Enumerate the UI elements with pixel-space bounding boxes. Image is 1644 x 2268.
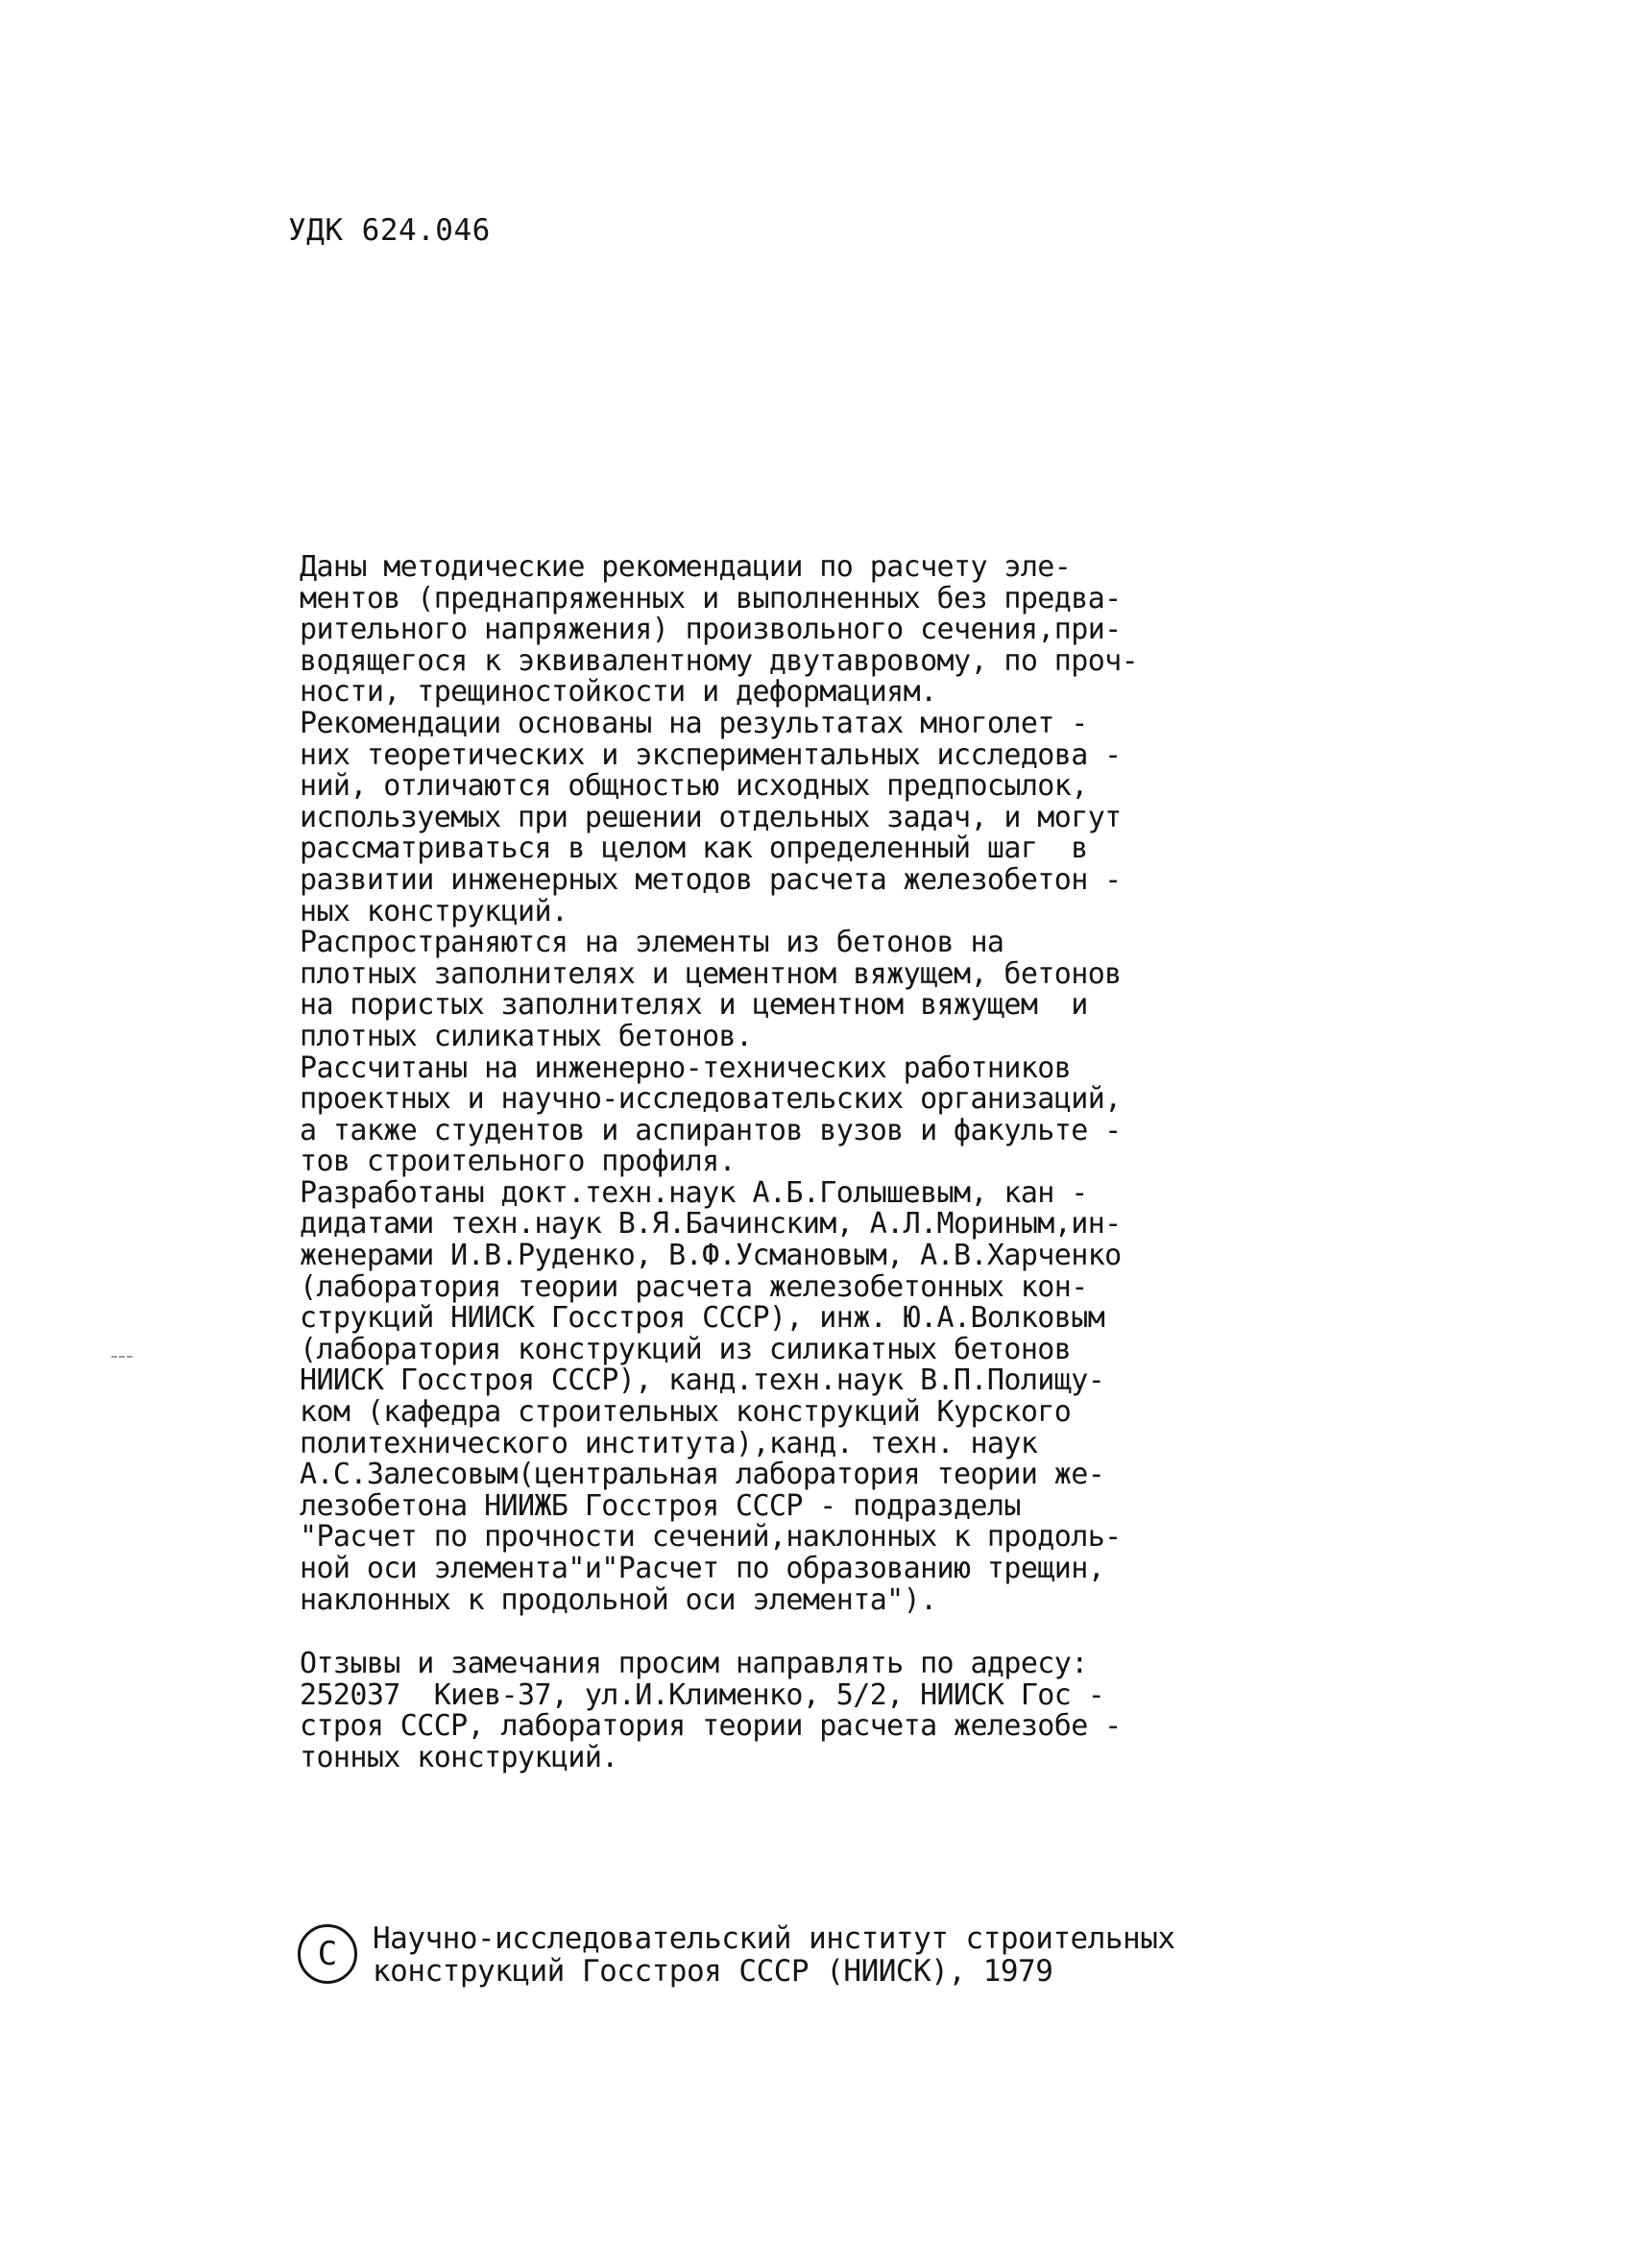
text-line: развитии инженерных методов расчета железобетон - [300, 862, 1122, 897]
text-line: лезобетона НИИЖБ Госстроя СССР - подразделы [300, 1488, 1021, 1523]
text-line: проектных и научно-исследовательских организаций, [300, 1082, 1122, 1117]
text-line: политехнического института),канд. техн. наук [300, 1426, 1038, 1460]
text-line: плотных заполнителях и цементном вяжущем, бетонов [300, 956, 1122, 991]
paragraph-scope [300, 552, 1289, 709]
text-line: Рекомендации основаны на результатах многолет - [300, 706, 1088, 740]
text-line: (лаборатория теории расчета железобетонных кон- [300, 1269, 1088, 1304]
text-line: рассматриваться в целом как определенный шаг в [300, 832, 1088, 866]
text-line: НИИСК Госстроя СССР), канд.техн.наук В.П.Полищу- [300, 1363, 1105, 1398]
text-line: тов строительного профиля. [300, 1145, 736, 1179]
text-line: а также студентов и аспирантов вузов и факульте - [300, 1113, 1122, 1147]
text-line: ных конструкций. [300, 894, 568, 929]
text-line: рительного напряжения) произвольного сечения,при- [300, 613, 1122, 647]
text-line: ности, трещиностойкости и деформациям. [300, 675, 937, 710]
text-line: дидатами техн.наук В.Я.Бачинским, А.Л.Мориным,ин- [300, 1207, 1122, 1242]
text-line: Отзывы и замечания просим направлять по адресу: [300, 1647, 1088, 1681]
paragraph-basis [300, 706, 1289, 929]
text-line: ком (кафедра строительных конструкций Курского [300, 1395, 1072, 1430]
text-line: (лаборатория конструкций из силикатных бетонов [300, 1332, 1072, 1366]
text-line: струкций НИИСК Госстроя СССР), инж. Ю.А.Волковым [300, 1301, 1105, 1336]
paragraph-audience [300, 1050, 1289, 1179]
udc-code: УДК 624.046 [288, 213, 491, 248]
text-line: водящегося к эквивалентному двутавровому, по проч- [300, 643, 1139, 678]
abstract-text [300, 552, 1289, 1774]
text-line: ментов (преднапряженных и выполненных без предва- [300, 581, 1122, 615]
copyright-notice [298, 1922, 1175, 1988]
text-line: ний, отличаются общностью исходных предпосылок, [300, 769, 1088, 804]
text-line: строя СССР, лаборатория теории расчета железобе - [300, 1709, 1122, 1744]
text-line: женерами И.В.Руденко, В.Ф.Усмановым, А.В.Харченко [300, 1239, 1122, 1273]
copyright-text [373, 1922, 1175, 1988]
text-line: А.С.Залесовым(центральная лаборатория теории же- [300, 1458, 1105, 1492]
paragraph-applicability [300, 928, 1289, 1052]
text-line: используемых при решении отдельных задач, и могут [300, 800, 1122, 834]
text-line: наклонных к продольной оси элемента"). [300, 1582, 937, 1617]
text-line: Даны методические рекомендации по расчету эле- [300, 550, 1072, 584]
text-line: плотных силикатных бетонов. [300, 1019, 753, 1053]
text-line: Научно-исследовательский институт строительных [373, 1921, 1175, 1956]
text-line: 252037 Киев-37, ул.И.Клименко, 5/2, НИИСК Гос - [300, 1677, 1105, 1712]
copyright-icon: С [298, 1924, 357, 1984]
text-line: на пористых заполнителях и цементном вяжущем и [300, 988, 1088, 1023]
text-line: "Расчет по прочности сечений,наклонных к продоль- [300, 1520, 1122, 1555]
text-line: них теоретических и экспериментальных исследова - [300, 737, 1122, 772]
text-line: Распространяются на элементы из бетонов на [300, 926, 1004, 960]
text-line: Рассчитаны на инженерно-технических работников [300, 1050, 1072, 1085]
text-line: тонных конструкций. [300, 1740, 618, 1774]
text-line: конструкций Госстроя СССР (НИИСК), 1979 [373, 1954, 1053, 1989]
margin-mark [111, 1356, 133, 1358]
paragraph-feedback [300, 1649, 1289, 1773]
paragraph-authors [300, 1175, 1289, 1617]
text-line: ной оси элемента"и"Расчет по образованию трещин, [300, 1552, 1105, 1585]
text-line: Разработаны докт.техн.наук А.Б.Голышевым, кан - [300, 1175, 1088, 1210]
